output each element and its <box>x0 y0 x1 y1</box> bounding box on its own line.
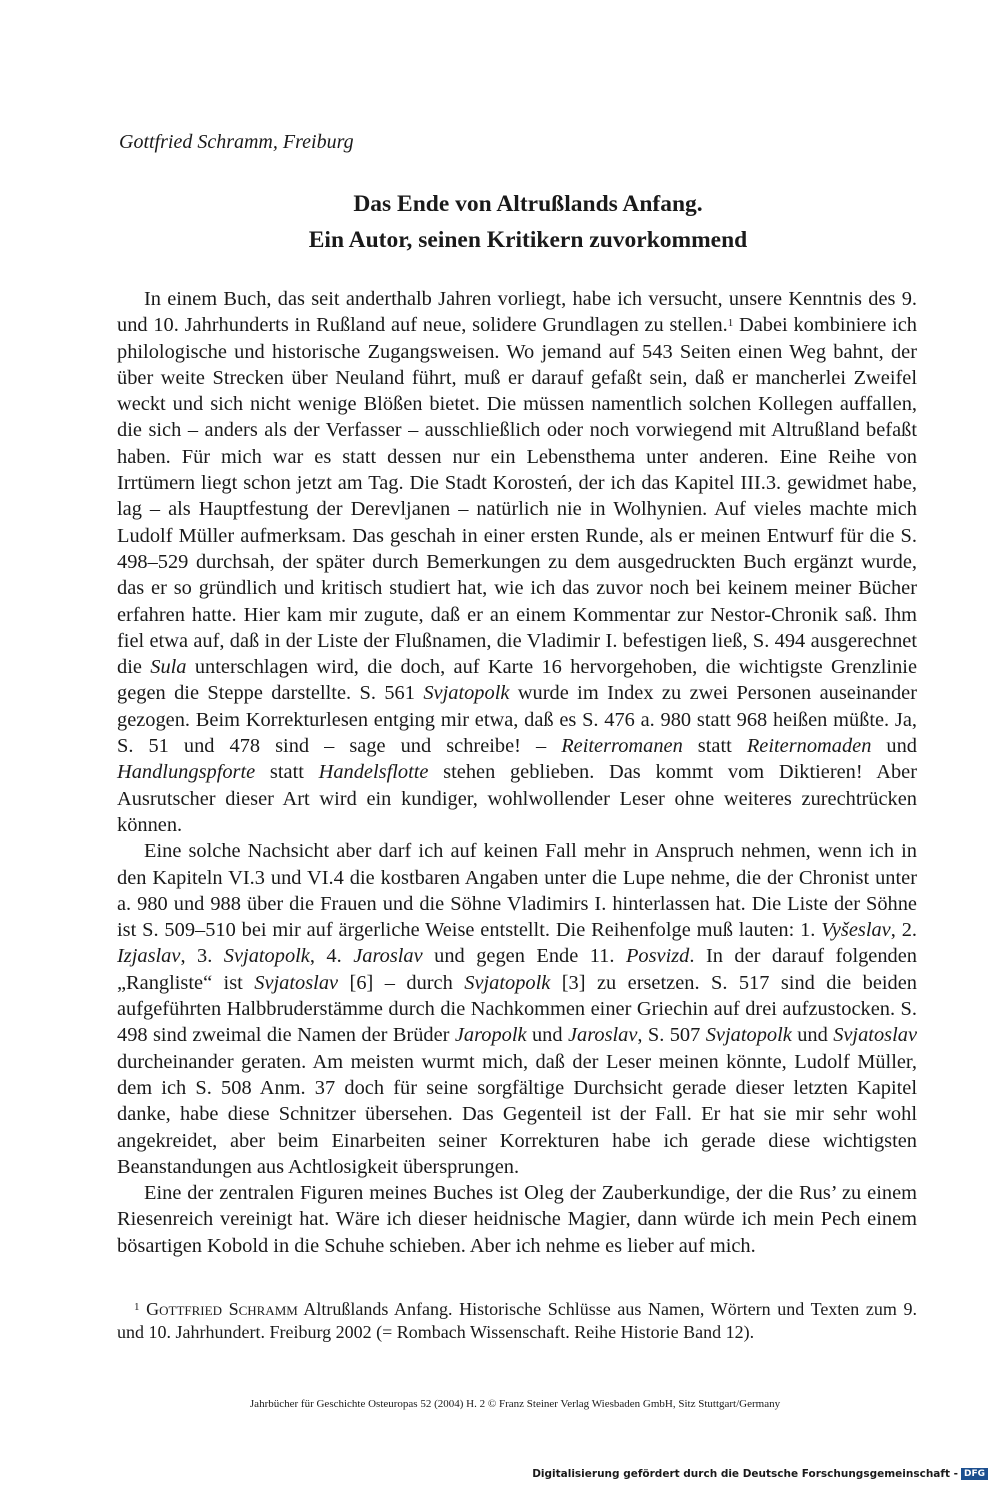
footnote-number: 1 <box>134 1301 140 1313</box>
footnote-marker[interactable]: 1 <box>727 317 734 330</box>
digitization-note <box>532 1468 988 1480</box>
title-line-1: Das Ende von Altrußlands Anfang. <box>353 191 703 217</box>
footnote <box>117 1298 917 1344</box>
dfg-logo-icon: DFG <box>961 1468 988 1480</box>
footnote-text: Altrußlands Anfang. Historische Schlüsse aus Namen, Wörtern und Texten zum 9. und 10. Jahrhundert. Freiburg 2002 (= Rombach Wissenschaft. Reihe Historie Band 12). <box>117 1299 918 1342</box>
paragraph-1: In einem Buch, das seit anderthalb Jahren vorliegt, habe ich versucht, unsere Kenntnis des 9. und 10. Jahrhunderts in Rußland auf neue, solidere Grundlagen zu stellen.$^1$ Dabei kombiniere ich philologische und historische Zugangsweisen. Wo jemand auf 543 Seiten einen Weg bahnt, der über weite Strecken über Neuland führt, muß er darauf gefaßt sein, daß er mancherlei Zweifel weckt und sich nicht wenige Blößen bietet. Die müssen namentlich solchen Kollegen auffallen, die sich – anders als der Verfasser – ausschließlich oder noch vorwiegend mit Altrußland befaßt haben. Für mich war es statt dessen nur ein Lebensthema unter anderen. Eine Reihe von Irrtümern liegt schon jetzt am Tag. Die Stadt Korosteń, der ich das Kapitel III.3. gewidmet habe, lag – als Hauptfestung der Derevljanen – natürlich nie in Wolhynien. Auf vieles machte mich Ludolf Müller aufmerksam. Das geschah in einer ersten Runde, als er meinen Entwurf für die S. 498–529 durchsah, der später durch Bemerkungen zu dem ausgedruckten Buch ergänzt wurde, das er so gründlich und kritisch studiert hat, wie ich das zuvor noch bei keinem meiner Bücher erfahren hatte. Hier kam mir zugute, daß er an einem Kommentar zur Nestor-Chronik saß. Ihm fiel etwa auf, daß in der Liste der Flußnamen, die Vladimir I. befestigen ließ, S. 494 ausgerechnet die Sula unterschlagen wird, die doch, auf Karte 16 hervorgehoben, die wichtigste Grenzlinie gegen die Steppe darstellte. S. 561 Svjatopolk wurde im Index zu zwei Personen auseinander gezogen. Beim Korrekturlesen entging mir etwa, daß es S. 476 a. 980 statt 968 heißen müßte. Ja, S. 51 und 478 sind – sage und schreibe! – Reiterromanen statt Reiternomaden und Handlungspforte statt Handelsflotte stehen geblieben. Das kommt vom Diktieren! Aber Ausrutscher dieser Art wird ein kundiger, wohlwollender Leser ohne weiteres zurechtrücken können. <box>117 288 918 836</box>
journal-citation: Jahrbücher für Geschichte Osteuropas 52 (2004) H. 2 © Franz Steiner Verlag Wiesbaden GmbH, Sitz Stuttgart/Germany <box>249 1398 781 1410</box>
article-body <box>117 286 917 1259</box>
title-line-2: Ein Autor, seinen Kritikern zuvorkommend <box>308 227 748 253</box>
footnote-author: Gottfried Schramm <box>146 1299 298 1319</box>
dfg-note-text: Digitalisierung gefördert durch die Deutsche Forschungsgemeinschaft - <box>532 1468 958 1480</box>
author-line: Gottfried Schramm, Freiburg <box>119 131 354 153</box>
paragraph-3: Eine der zentralen Figuren meines Buches ist Oleg der Zauberkundige, der die Rus’ zu einem Riesenreich vereinigt hat. Wäre ich dieser heidnische Magier, dann würde ich mein Pech einem bösartigen Kobold in die Schuhe schieben. Aber ich nehme es lieber auf mich. <box>117 1182 917 1257</box>
article-title <box>0 186 1000 258</box>
paragraph-2: Eine solche Nachsicht aber darf ich auf keinen Fall mehr in Anspruch nehmen, wenn ich in den Kapiteln VI.3 und VI.4 die kostbaren Angaben unter die Lupe nehme, die der Chronist unter a. 980 und 988 über die Frauen und die Söhne Vladimirs I. hinterlassen hat. Die Liste der Söhne ist S. 509–510 bei mir auf ärgerliche Weise entstellt. Die Reihenfolge muß lauten: 1. Vyšeslav, 2. Izjaslav, 3. Svjatopolk, 4. Jaroslav und gegen Ende 11. Posvizd. In der darauf folgenden „Rangliste“ ist Svjatoslav [6] – durch Svjatopolk [3] zu ersetzen. S. 517 sind die beiden aufgeführten Halbbruderstämme durch die Nachkommen einer Griechin auf drei aufzustocken. S. 498 sind zweimal die Namen der Brüder Jaropolk und Jaroslav, S. 507 Svjatopolk und Svjatoslav durcheinander geraten. Am meisten wurmt mich, daß der Leser meinen könnte, Ludolf Müller, dem ich S. 508 Anm. 37 doch für seine sorgfältige Durchsicht gerade dieser letzten Kapitel danke, habe diese Schnitzer übersehen. Das Gegenteil ist der Fall. Er hat sie mir sehr wohl angekreidet, aber beim Einarbeiten seiner Korrekturen habe ich gerade diese wichtigsten Beanstandungen aus Achtlosigkeit übersprungen. <box>117 840 918 1178</box>
